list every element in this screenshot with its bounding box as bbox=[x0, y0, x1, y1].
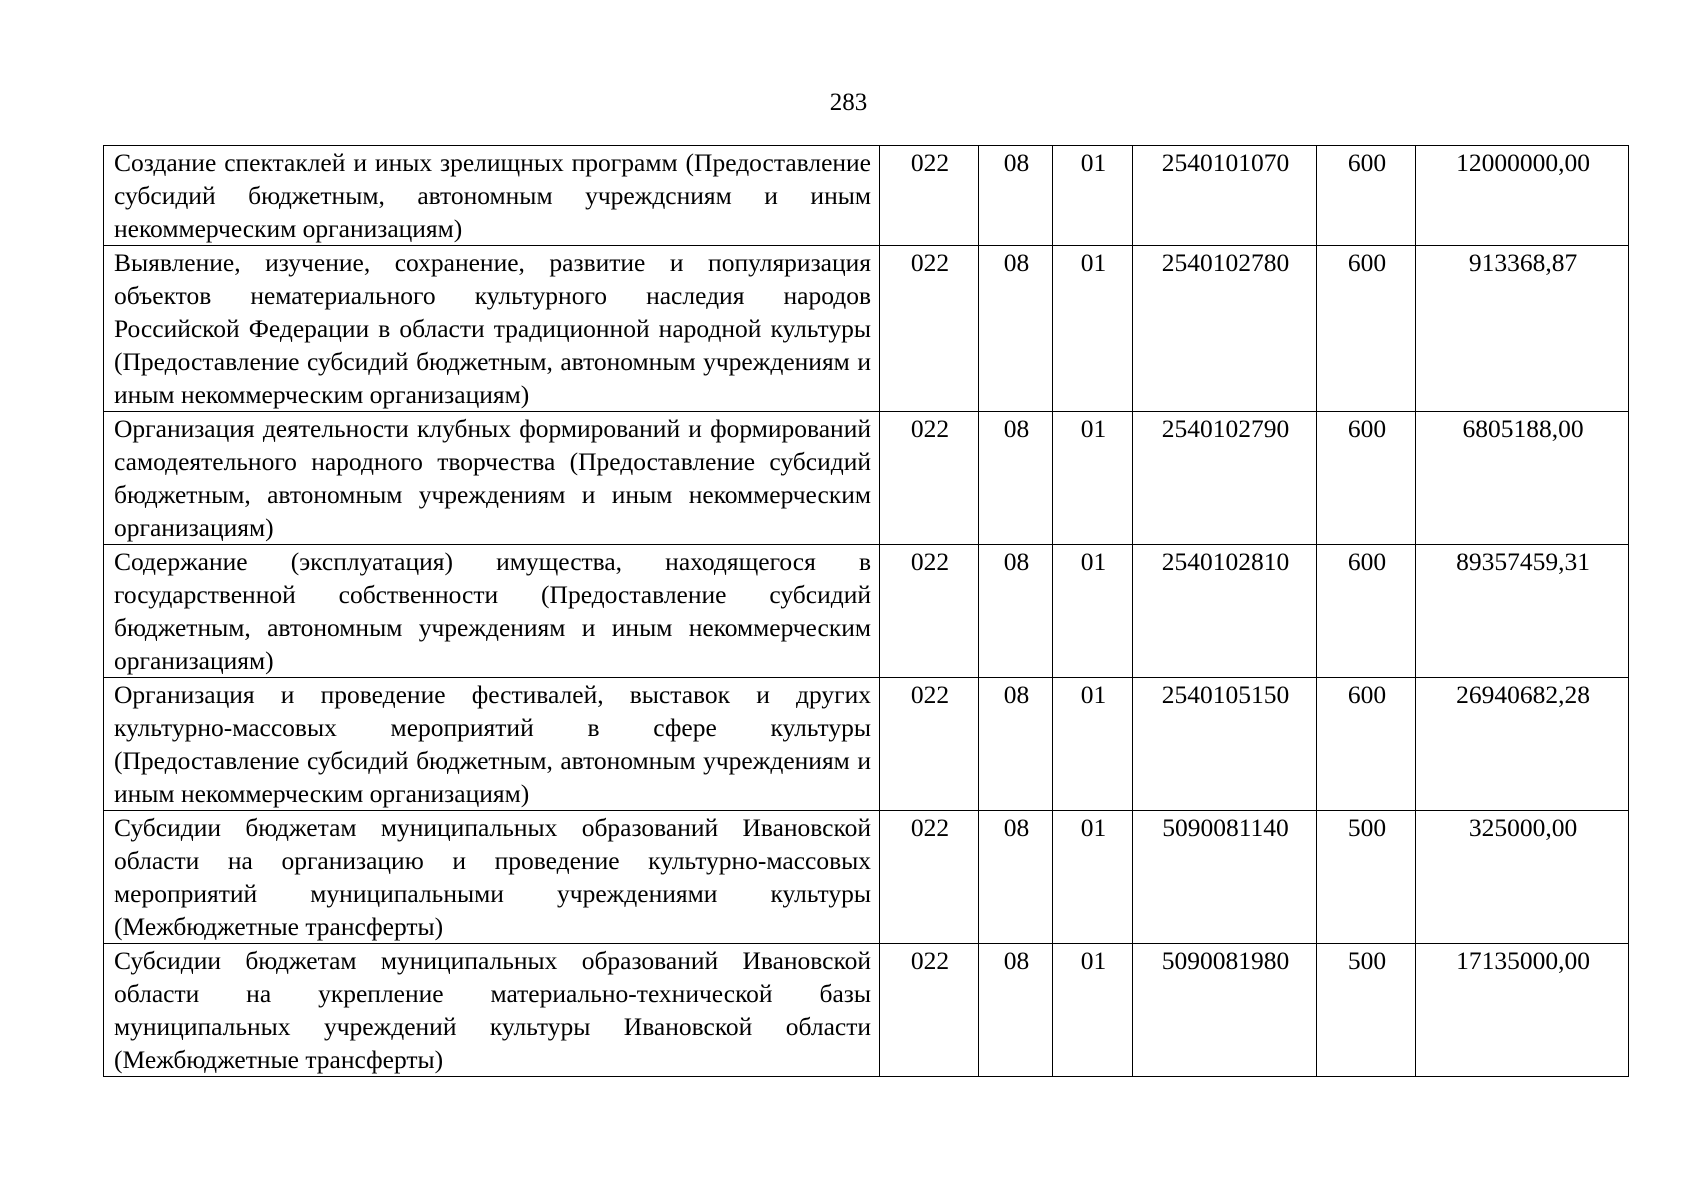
row-amount: 26940682,28 bbox=[1416, 678, 1629, 811]
row-amount: 17135000,00 bbox=[1416, 944, 1629, 1077]
row-section: 08 bbox=[979, 412, 1053, 545]
row-subsection: 01 bbox=[1053, 246, 1133, 412]
row-admin-code: 022 bbox=[880, 678, 979, 811]
row-subsection: 01 bbox=[1053, 146, 1133, 246]
row-section: 08 bbox=[979, 678, 1053, 811]
row-name: Выявление, изучение, сохранение, развитие и популяризация объектов нематериального культурного наследия народов Российской Федерации в области традиционной народной культуры (Предоставление субсидий бюджетным, автономным учреждениям и иным некоммерческим организациям) bbox=[104, 246, 880, 412]
budget-table-body bbox=[104, 146, 1629, 1077]
row-section: 08 bbox=[979, 545, 1053, 678]
row-subsection: 01 bbox=[1053, 944, 1133, 1077]
row-target-article: 2540101070 bbox=[1133, 146, 1317, 246]
budget-table bbox=[103, 145, 1629, 1077]
row-subsection: 01 bbox=[1053, 545, 1133, 678]
page-number: 283 bbox=[829, 89, 868, 116]
row-admin-code: 022 bbox=[880, 545, 979, 678]
row-subsection: 01 bbox=[1053, 678, 1133, 811]
row-amount: 12000000,00 bbox=[1416, 146, 1629, 246]
row-subsection: 01 bbox=[1053, 811, 1133, 944]
row-name: Субсидии бюджетам муниципальных образований Ивановской области на укрепление материально-технической базы муниципальных учреждений культуры Ивановской области (Межбюджетные трансферты) bbox=[104, 944, 880, 1077]
row-amount: 6805188,00 bbox=[1416, 412, 1629, 545]
row-amount: 325000,00 bbox=[1416, 811, 1629, 944]
row-name: Создание спектаклей и иных зрелищных программ (Предоставление субсидий бюджетным, автономным учреждсниям и иным некоммерческим организациям) bbox=[104, 146, 880, 246]
row-amount: 89357459,31 bbox=[1416, 545, 1629, 678]
table-row bbox=[104, 412, 1629, 545]
table-row bbox=[104, 246, 1629, 412]
row-expense-type: 600 bbox=[1317, 678, 1416, 811]
row-section: 08 bbox=[979, 944, 1053, 1077]
row-target-article: 2540102810 bbox=[1133, 545, 1317, 678]
row-expense-type: 500 bbox=[1317, 944, 1416, 1077]
row-target-article: 5090081140 bbox=[1133, 811, 1317, 944]
row-target-article: 2540102780 bbox=[1133, 246, 1317, 412]
row-expense-type: 600 bbox=[1317, 246, 1416, 412]
row-admin-code: 022 bbox=[880, 944, 979, 1077]
row-target-article: 5090081980 bbox=[1133, 944, 1317, 1077]
row-name: Содержание (эксплуатация) имущества, находящегося в государственной собственности (Предоставление субсидий бюджетным, автономным учреждениям и иным некоммерческим организациям) bbox=[104, 545, 880, 678]
table-row bbox=[104, 678, 1629, 811]
table-row bbox=[104, 146, 1629, 246]
table-row bbox=[104, 944, 1629, 1077]
row-name: Организация и проведение фестивалей, выставок и других культурно-массовых мероприятий в сфере культуры (Предоставление субсидий бюджетным, автономным учреждениям и иным некоммерческим организациям) bbox=[104, 678, 880, 811]
row-section: 08 bbox=[979, 811, 1053, 944]
row-section: 08 bbox=[979, 246, 1053, 412]
row-target-article: 2540105150 bbox=[1133, 678, 1317, 811]
row-admin-code: 022 bbox=[880, 811, 979, 944]
row-amount: 913368,87 bbox=[1416, 246, 1629, 412]
table-row bbox=[104, 545, 1629, 678]
row-name: Организация деятельности клубных формирований и формирований самодеятельного народного творчества (Предоставление субсидий бюджетным, автономным учреждениям и иным некоммерческим организациям) bbox=[104, 412, 880, 545]
row-expense-type: 600 bbox=[1317, 146, 1416, 246]
row-name: Субсидии бюджетам муниципальных образований Ивановской области на организацию и проведение культурно-массовых мероприятий муниципальными учреждениями культуры (Межбюджетные трансферты) bbox=[104, 811, 880, 944]
row-section: 08 bbox=[979, 146, 1053, 246]
table-row bbox=[104, 811, 1629, 944]
row-expense-type: 600 bbox=[1317, 412, 1416, 545]
row-expense-type: 500 bbox=[1317, 811, 1416, 944]
row-admin-code: 022 bbox=[880, 246, 979, 412]
row-target-article: 2540102790 bbox=[1133, 412, 1317, 545]
row-expense-type: 600 bbox=[1317, 545, 1416, 678]
row-subsection: 01 bbox=[1053, 412, 1133, 545]
row-admin-code: 022 bbox=[880, 412, 979, 545]
row-admin-code: 022 bbox=[880, 146, 979, 246]
